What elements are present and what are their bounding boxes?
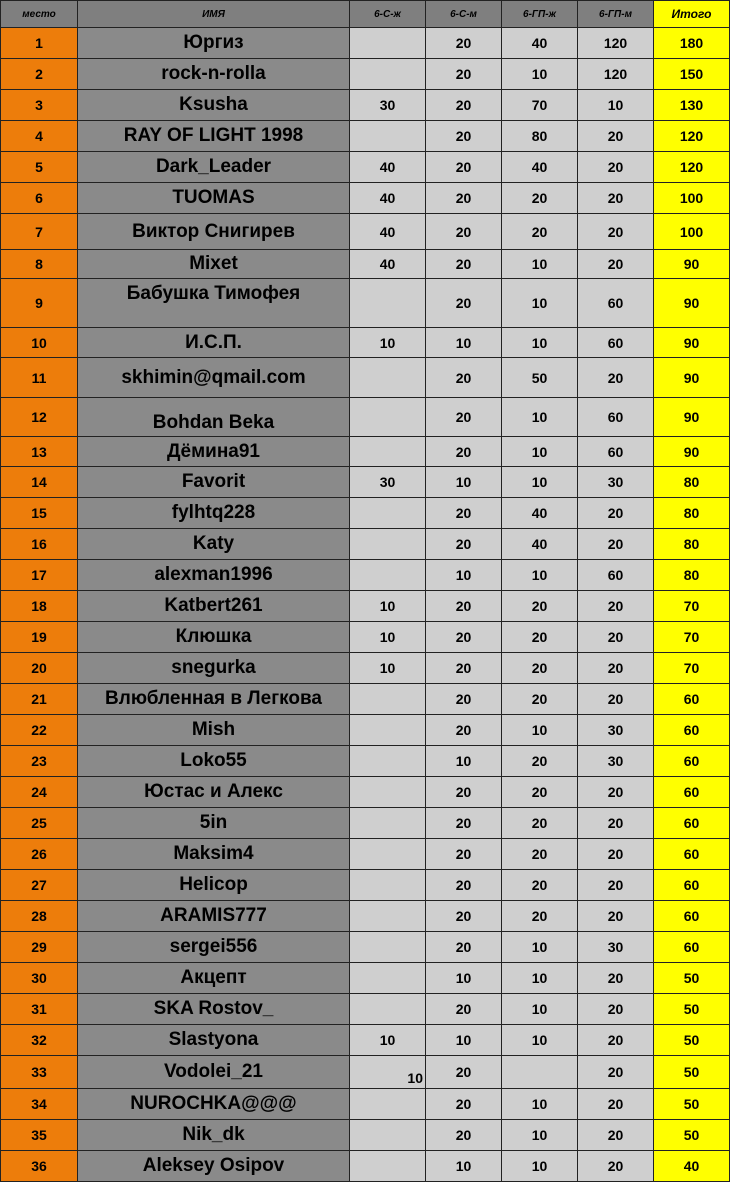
total-cell[interactable]: 80: [654, 560, 730, 591]
header-total[interactable]: Итого: [654, 1, 730, 28]
table-row: [1, 183, 730, 214]
total-cell[interactable]: 150: [654, 59, 730, 90]
total-cell[interactable]: 60: [654, 684, 730, 715]
name-cell[interactable]: Mixet: [78, 250, 350, 279]
table-row: [1, 358, 730, 398]
score-6-gp-m-cell[interactable]: 20: [578, 808, 654, 839]
name-cell[interactable]: Влюбленная в Легкова: [78, 684, 350, 715]
name-cell[interactable]: snegurka: [78, 653, 350, 684]
name-cell[interactable]: alexman1996: [78, 560, 350, 591]
score-6-gp-m-cell[interactable]: 20: [578, 901, 654, 932]
name-cell[interactable]: Nik_dk: [78, 1120, 350, 1151]
total-cell[interactable]: 70: [654, 622, 730, 653]
score-6-gp-m-cell[interactable]: 10: [578, 90, 654, 121]
score-6-s-m-cell[interactable]: 20: [426, 121, 502, 152]
score-6-s-zh-cell[interactable]: 40: [350, 183, 426, 214]
total-cell[interactable]: 100: [654, 214, 730, 250]
table-row: [1, 715, 730, 746]
header-name[interactable]: ИМЯ: [78, 1, 350, 28]
score-6-s-zh-cell[interactable]: [350, 59, 426, 90]
score-6-s-zh-cell[interactable]: [350, 777, 426, 808]
place-cell[interactable]: 7: [1, 214, 78, 250]
score-6-gp-m-cell[interactable]: 20: [578, 121, 654, 152]
score-6-s-zh-cell[interactable]: [350, 498, 426, 529]
score-6-s-m-cell[interactable]: 20: [426, 684, 502, 715]
name-cell[interactable]: Дёмина91: [78, 437, 350, 467]
score-6-gp-m-cell[interactable]: 120: [578, 28, 654, 59]
score-6-gp-m-cell[interactable]: 20: [578, 994, 654, 1025]
table-row: [1, 152, 730, 183]
table-row: [1, 994, 730, 1025]
total-cell[interactable]: 50: [654, 1089, 730, 1120]
table-body: [1, 28, 730, 1182]
score-6-gp-m-cell[interactable]: 120: [578, 59, 654, 90]
header-6-s-m[interactable]: 6-С-м: [426, 1, 502, 28]
score-6-gp-m-cell[interactable]: 60: [578, 560, 654, 591]
place-cell[interactable]: 14: [1, 467, 78, 498]
score-6-s-m-cell[interactable]: 10: [426, 1151, 502, 1182]
score-6-gp-m-cell[interactable]: 20: [578, 529, 654, 560]
score-6-gp-zh-cell[interactable]: 50: [502, 358, 578, 398]
place-cell[interactable]: 34: [1, 1089, 78, 1120]
score-6-gp-m-cell[interactable]: 60: [578, 279, 654, 328]
table-row: [1, 1120, 730, 1151]
table-row: [1, 328, 730, 358]
total-cell[interactable]: 60: [654, 901, 730, 932]
name-cell[interactable]: Katbert261: [78, 591, 350, 622]
place-cell[interactable]: 29: [1, 932, 78, 963]
score-6-gp-m-cell[interactable]: 20: [578, 653, 654, 684]
score-6-gp-m-cell[interactable]: 20: [578, 1151, 654, 1182]
score-6-gp-zh-cell[interactable]: 10: [502, 560, 578, 591]
score-6-s-m-cell[interactable]: 20: [426, 250, 502, 279]
table-row: [1, 901, 730, 932]
table-row: [1, 437, 730, 467]
place-cell[interactable]: 10: [1, 328, 78, 358]
name-cell[interactable]: Юргиз: [78, 28, 350, 59]
total-cell[interactable]: 70: [654, 653, 730, 684]
table-row: [1, 1056, 730, 1089]
table-row: [1, 1151, 730, 1182]
total-cell[interactable]: 60: [654, 746, 730, 777]
total-cell[interactable]: 60: [654, 808, 730, 839]
table-row: [1, 560, 730, 591]
place-cell[interactable]: 17: [1, 560, 78, 591]
total-cell[interactable]: 180: [654, 28, 730, 59]
score-6-gp-m-cell[interactable]: 20: [578, 870, 654, 901]
score-6-s-m-cell[interactable]: 20: [426, 214, 502, 250]
name-cell[interactable]: Mish: [78, 715, 350, 746]
table-row: [1, 622, 730, 653]
score-6-s-m-cell[interactable]: 20: [426, 59, 502, 90]
score-6-s-m-cell[interactable]: 20: [426, 591, 502, 622]
score-6-s-zh-cell[interactable]: [350, 746, 426, 777]
score-6-gp-zh-cell[interactable]: 10: [502, 467, 578, 498]
score-6-gp-m-cell[interactable]: 20: [578, 591, 654, 622]
place-cell[interactable]: 31: [1, 994, 78, 1025]
score-6-gp-zh-cell[interactable]: 20: [502, 183, 578, 214]
place-cell[interactable]: 20: [1, 653, 78, 684]
header-row: [1, 1, 730, 28]
place-cell[interactable]: 3: [1, 90, 78, 121]
table-row: [1, 653, 730, 684]
score-6-gp-zh-cell[interactable]: 40: [502, 152, 578, 183]
score-6-gp-zh-cell[interactable]: 20: [502, 214, 578, 250]
score-6-s-zh-cell[interactable]: [350, 529, 426, 560]
total-cell[interactable]: 100: [654, 183, 730, 214]
score-6-gp-zh-cell[interactable]: 20: [502, 591, 578, 622]
table-row: [1, 963, 730, 994]
score-6-gp-zh-cell[interactable]: 10: [502, 1089, 578, 1120]
score-6-gp-zh-cell[interactable]: 10: [502, 437, 578, 467]
place-cell[interactable]: 26: [1, 839, 78, 870]
score-6-s-m-cell[interactable]: 20: [426, 28, 502, 59]
place-cell[interactable]: 28: [1, 901, 78, 932]
score-6-s-zh-cell[interactable]: [350, 121, 426, 152]
score-6-gp-m-cell[interactable]: 60: [578, 398, 654, 437]
name-cell[interactable]: Loko55: [78, 746, 350, 777]
place-cell[interactable]: 32: [1, 1025, 78, 1056]
table-row: [1, 59, 730, 90]
total-cell[interactable]: 120: [654, 121, 730, 152]
score-6-gp-zh-cell[interactable]: 20: [502, 684, 578, 715]
table-row: [1, 870, 730, 901]
score-6-gp-m-cell[interactable]: 20: [578, 1025, 654, 1056]
score-6-gp-m-cell[interactable]: 20: [578, 963, 654, 994]
score-6-gp-m-cell[interactable]: 30: [578, 467, 654, 498]
place-cell[interactable]: 9: [1, 279, 78, 328]
score-6-s-zh-cell[interactable]: [350, 358, 426, 398]
score-6-gp-zh-cell[interactable]: 10: [502, 1151, 578, 1182]
score-6-s-m-cell[interactable]: 10: [426, 560, 502, 591]
place-cell[interactable]: 6: [1, 183, 78, 214]
score-6-s-zh-cell[interactable]: [350, 994, 426, 1025]
score-6-gp-m-cell[interactable]: 20: [578, 250, 654, 279]
score-6-gp-zh-cell[interactable]: 20: [502, 653, 578, 684]
header-6-gp-zh[interactable]: 6-ГП-ж: [502, 1, 578, 28]
table-row: [1, 684, 730, 715]
score-6-s-zh-cell[interactable]: 10: [350, 653, 426, 684]
place-cell[interactable]: 11: [1, 358, 78, 398]
score-6-gp-zh-cell[interactable]: 10: [502, 279, 578, 328]
table-row: [1, 1089, 730, 1120]
score-6-s-m-cell[interactable]: 20: [426, 777, 502, 808]
place-cell[interactable]: 12: [1, 398, 78, 437]
place-cell[interactable]: 8: [1, 250, 78, 279]
place-cell[interactable]: 21: [1, 684, 78, 715]
score-6-s-m-cell[interactable]: 10: [426, 963, 502, 994]
name-cell[interactable]: Favorit: [78, 467, 350, 498]
score-6-s-zh-cell[interactable]: [350, 560, 426, 591]
score-6-s-m-cell[interactable]: 20: [426, 622, 502, 653]
name-cell[interactable]: Helicop: [78, 870, 350, 901]
score-6-s-zh-cell[interactable]: [350, 28, 426, 59]
place-cell[interactable]: 36: [1, 1151, 78, 1182]
score-6-gp-m-cell[interactable]: 20: [578, 684, 654, 715]
score-6-s-m-cell[interactable]: 10: [426, 1025, 502, 1056]
score-6-s-zh-cell[interactable]: [350, 1120, 426, 1151]
total-cell[interactable]: 70: [654, 591, 730, 622]
total-cell[interactable]: 80: [654, 498, 730, 529]
place-cell[interactable]: 23: [1, 746, 78, 777]
total-cell[interactable]: 50: [654, 963, 730, 994]
score-6-gp-zh-cell[interactable]: 10: [502, 1120, 578, 1151]
score-6-gp-zh-cell[interactable]: 10: [502, 1025, 578, 1056]
score-6-gp-zh-cell[interactable]: 10: [502, 994, 578, 1025]
table-row: [1, 279, 730, 328]
name-cell[interactable]: TUOMAS: [78, 183, 350, 214]
score-6-s-m-cell[interactable]: 20: [426, 1056, 502, 1089]
score-6-s-m-cell[interactable]: 20: [426, 1089, 502, 1120]
score-6-gp-zh-cell[interactable]: 10: [502, 59, 578, 90]
score-6-s-zh-cell[interactable]: [350, 963, 426, 994]
score-6-gp-zh-cell[interactable]: 20: [502, 777, 578, 808]
score-6-s-m-cell[interactable]: 10: [426, 328, 502, 358]
score-6-gp-m-cell[interactable]: 20: [578, 183, 654, 214]
score-6-gp-zh-cell[interactable]: 10: [502, 932, 578, 963]
score-6-gp-m-cell[interactable]: 30: [578, 932, 654, 963]
score-6-s-m-cell[interactable]: 20: [426, 653, 502, 684]
place-cell[interactable]: 2: [1, 59, 78, 90]
place-cell[interactable]: 1: [1, 28, 78, 59]
table-row: [1, 529, 730, 560]
total-cell[interactable]: 90: [654, 358, 730, 398]
name-cell[interactable]: Maksim4: [78, 839, 350, 870]
score-6-s-m-cell[interactable]: 20: [426, 152, 502, 183]
total-cell[interactable]: 50: [654, 994, 730, 1025]
table-row: [1, 808, 730, 839]
score-6-s-m-cell[interactable]: 20: [426, 808, 502, 839]
total-cell[interactable]: 60: [654, 777, 730, 808]
name-cell[interactable]: Бабушка Тимофея: [78, 279, 350, 328]
score-6-s-m-cell[interactable]: 20: [426, 870, 502, 901]
score-6-gp-zh-cell[interactable]: 40: [502, 498, 578, 529]
score-6-s-m-cell[interactable]: 20: [426, 932, 502, 963]
name-cell[interactable]: SKA Rostov_: [78, 994, 350, 1025]
score-6-gp-zh-cell[interactable]: 10: [502, 250, 578, 279]
score-6-s-zh-cell[interactable]: 10: [350, 328, 426, 358]
table-row: [1, 839, 730, 870]
score-6-s-m-cell[interactable]: 10: [426, 467, 502, 498]
name-cell[interactable]: Юстас и Алекс: [78, 777, 350, 808]
score-6-gp-m-cell[interactable]: 20: [578, 622, 654, 653]
total-cell[interactable]: 90: [654, 328, 730, 358]
total-cell[interactable]: 50: [654, 1056, 730, 1089]
total-cell[interactable]: 80: [654, 467, 730, 498]
score-6-s-m-cell[interactable]: 20: [426, 715, 502, 746]
name-cell[interactable]: Виктор Снигирев: [78, 214, 350, 250]
total-cell[interactable]: 120: [654, 152, 730, 183]
table-row: [1, 250, 730, 279]
score-6-gp-zh-cell[interactable]: 10: [502, 398, 578, 437]
score-6-gp-m-cell[interactable]: 30: [578, 715, 654, 746]
table-row: [1, 777, 730, 808]
place-cell[interactable]: 24: [1, 777, 78, 808]
score-6-s-m-cell[interactable]: 20: [426, 358, 502, 398]
total-cell[interactable]: 90: [654, 437, 730, 467]
score-6-gp-zh-cell[interactable]: 80: [502, 121, 578, 152]
place-cell[interactable]: 22: [1, 715, 78, 746]
score-6-gp-m-cell[interactable]: 20: [578, 214, 654, 250]
score-6-gp-m-cell[interactable]: 20: [578, 498, 654, 529]
place-cell[interactable]: 33: [1, 1056, 78, 1089]
place-cell[interactable]: 19: [1, 622, 78, 653]
score-6-s-m-cell[interactable]: 20: [426, 901, 502, 932]
name-cell[interactable]: skhimin@qmail.com: [78, 358, 350, 398]
score-6-gp-m-cell[interactable]: 20: [578, 1120, 654, 1151]
score-6-gp-m-cell[interactable]: 60: [578, 437, 654, 467]
table-row: [1, 214, 730, 250]
score-6-s-zh-cell[interactable]: [350, 839, 426, 870]
score-6-s-m-cell[interactable]: 20: [426, 994, 502, 1025]
name-cell[interactable]: 5in: [78, 808, 350, 839]
score-6-s-m-cell[interactable]: 20: [426, 498, 502, 529]
score-6-s-zh-cell[interactable]: [350, 808, 426, 839]
name-cell[interactable]: Aleksey Osipov: [78, 1151, 350, 1182]
score-6-s-zh-cell[interactable]: [350, 1151, 426, 1182]
name-cell[interactable]: sergei556: [78, 932, 350, 963]
name-cell[interactable]: Bohdan Beka: [78, 398, 350, 437]
name-cell[interactable]: Vodolei_21: [78, 1056, 350, 1089]
total-cell[interactable]: 90: [654, 250, 730, 279]
name-cell[interactable]: Ksusha: [78, 90, 350, 121]
score-6-s-m-cell[interactable]: 20: [426, 398, 502, 437]
table-row: [1, 498, 730, 529]
score-6-s-zh-cell[interactable]: 30: [350, 467, 426, 498]
score-6-gp-zh-cell[interactable]: 20: [502, 808, 578, 839]
total-cell[interactable]: 40: [654, 1151, 730, 1182]
score-6-s-zh-cell[interactable]: 10: [350, 591, 426, 622]
total-cell[interactable]: 90: [654, 279, 730, 328]
score-6-gp-zh-cell[interactable]: 10: [502, 715, 578, 746]
score-6-gp-zh-cell[interactable]: 20: [502, 901, 578, 932]
score-6-s-zh-cell[interactable]: 10: [350, 622, 426, 653]
table-row: [1, 121, 730, 152]
place-cell[interactable]: 27: [1, 870, 78, 901]
score-6-s-m-cell[interactable]: 10: [426, 746, 502, 777]
table-row: [1, 591, 730, 622]
score-6-s-zh-cell[interactable]: [350, 715, 426, 746]
score-6-s-m-cell[interactable]: 20: [426, 90, 502, 121]
place-cell[interactable]: 5: [1, 152, 78, 183]
score-6-gp-zh-cell[interactable]: 20: [502, 746, 578, 777]
score-6-s-m-cell[interactable]: 20: [426, 183, 502, 214]
score-6-gp-m-cell[interactable]: 60: [578, 328, 654, 358]
name-cell[interactable]: NUROCHKA@@@: [78, 1089, 350, 1120]
score-6-gp-m-cell[interactable]: 20: [578, 1056, 654, 1089]
table-row: [1, 467, 730, 498]
place-cell[interactable]: 16: [1, 529, 78, 560]
total-cell[interactable]: 80: [654, 529, 730, 560]
score-6-s-zh-cell[interactable]: [350, 279, 426, 328]
place-cell[interactable]: 30: [1, 963, 78, 994]
score-6-gp-zh-cell[interactable]: [502, 1056, 578, 1089]
total-cell[interactable]: 60: [654, 715, 730, 746]
table-row: [1, 28, 730, 59]
place-cell[interactable]: 18: [1, 591, 78, 622]
score-6-s-zh-cell[interactable]: [350, 870, 426, 901]
name-cell[interactable]: Dark_Leader: [78, 152, 350, 183]
score-6-s-m-cell[interactable]: 20: [426, 1120, 502, 1151]
table-row: [1, 932, 730, 963]
name-cell[interactable]: RAY OF LIGHT 1998: [78, 121, 350, 152]
score-6-gp-m-cell[interactable]: 20: [578, 152, 654, 183]
place-cell[interactable]: 4: [1, 121, 78, 152]
score-6-s-zh-cell[interactable]: 10: [350, 1025, 426, 1056]
table-row: [1, 90, 730, 121]
score-6-s-zh-cell[interactable]: [350, 398, 426, 437]
score-6-gp-zh-cell[interactable]: 20: [502, 839, 578, 870]
score-6-s-m-cell[interactable]: 20: [426, 437, 502, 467]
total-cell[interactable]: 60: [654, 839, 730, 870]
score-6-gp-m-cell[interactable]: 20: [578, 1089, 654, 1120]
total-cell[interactable]: 130: [654, 90, 730, 121]
score-6-s-m-cell[interactable]: 20: [426, 839, 502, 870]
score-6-gp-m-cell[interactable]: 20: [578, 777, 654, 808]
total-cell[interactable]: 90: [654, 398, 730, 437]
name-cell[interactable]: Slastyona: [78, 1025, 350, 1056]
table-row: [1, 398, 730, 437]
name-cell[interactable]: fylhtq228: [78, 498, 350, 529]
header-6-s-zh[interactable]: 6-С-ж: [350, 1, 426, 28]
name-cell[interactable]: ARAMIS777: [78, 901, 350, 932]
score-6-s-zh-cell[interactable]: [350, 684, 426, 715]
score-6-s-zh-cell[interactable]: [350, 437, 426, 467]
place-cell[interactable]: 13: [1, 437, 78, 467]
score-6-gp-zh-cell[interactable]: 40: [502, 28, 578, 59]
score-6-gp-zh-cell[interactable]: 10: [502, 328, 578, 358]
total-cell[interactable]: 50: [654, 1120, 730, 1151]
place-cell[interactable]: 25: [1, 808, 78, 839]
total-cell[interactable]: 60: [654, 870, 730, 901]
score-6-s-m-cell[interactable]: 20: [426, 529, 502, 560]
score-6-s-zh-cell[interactable]: 30: [350, 90, 426, 121]
score-6-gp-zh-cell[interactable]: 10: [502, 963, 578, 994]
score-6-s-zh-cell[interactable]: 40: [350, 214, 426, 250]
total-cell[interactable]: 60: [654, 932, 730, 963]
name-cell[interactable]: Katy: [78, 529, 350, 560]
score-6-gp-zh-cell[interactable]: 40: [502, 529, 578, 560]
name-cell[interactable]: И.С.П.: [78, 328, 350, 358]
header-place[interactable]: место: [1, 1, 78, 28]
score-6-gp-m-cell[interactable]: 30: [578, 746, 654, 777]
score-6-gp-zh-cell[interactable]: 20: [502, 622, 578, 653]
score-6-gp-zh-cell[interactable]: 70: [502, 90, 578, 121]
header-6-gp-m[interactable]: 6-ГП-м: [578, 1, 654, 28]
score-6-gp-zh-cell[interactable]: 20: [502, 870, 578, 901]
place-cell[interactable]: 35: [1, 1120, 78, 1151]
total-cell[interactable]: 50: [654, 1025, 730, 1056]
score-6-s-zh-cell[interactable]: [350, 901, 426, 932]
name-cell[interactable]: rock-n-rolla: [78, 59, 350, 90]
score-6-s-zh-cell[interactable]: 40: [350, 250, 426, 279]
name-cell[interactable]: Клюшка: [78, 622, 350, 653]
name-cell[interactable]: Акцепт: [78, 963, 350, 994]
score-6-s-zh-cell[interactable]: [350, 1089, 426, 1120]
table-row: [1, 1025, 730, 1056]
score-6-s-zh-cell[interactable]: 10: [350, 1056, 426, 1089]
score-6-gp-m-cell[interactable]: 20: [578, 839, 654, 870]
table-row: [1, 746, 730, 777]
score-6-s-m-cell[interactable]: 20: [426, 279, 502, 328]
place-cell[interactable]: 15: [1, 498, 78, 529]
score-6-s-zh-cell[interactable]: [350, 932, 426, 963]
score-6-s-zh-cell[interactable]: 40: [350, 152, 426, 183]
score-6-gp-m-cell[interactable]: 20: [578, 358, 654, 398]
